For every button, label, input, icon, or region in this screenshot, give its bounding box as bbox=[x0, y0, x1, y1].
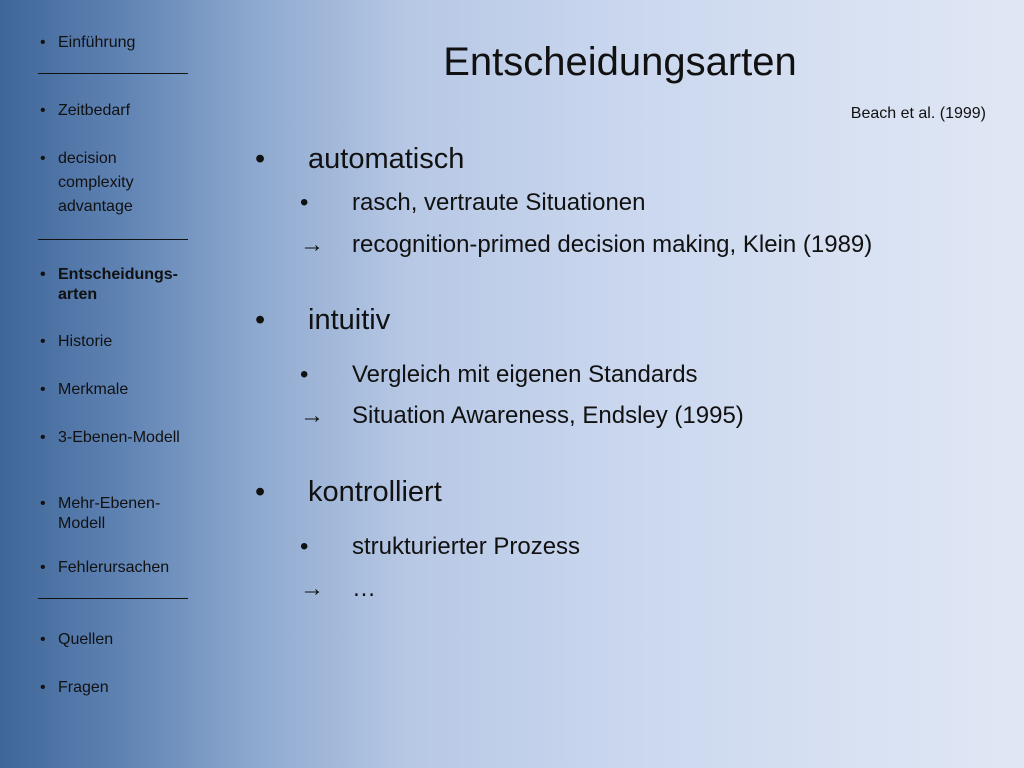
arrow-right-icon: → bbox=[300, 231, 324, 258]
arrow-right-icon: → bbox=[300, 402, 324, 429]
bullet-icon: • bbox=[300, 361, 309, 388]
section-point-text: strukturierter Prozess bbox=[352, 533, 581, 560]
nav-item-historie[interactable]: • Historie bbox=[40, 330, 190, 354]
bullet-icon: • bbox=[255, 476, 266, 508]
nav-divider bbox=[38, 239, 188, 240]
nav-item-einfuehrung[interactable]: • Einführung bbox=[40, 31, 190, 55]
section-point-text: recognition-primed decision making, Klein (1989) bbox=[352, 231, 873, 258]
section-point-text: rasch, vertraute Situationen bbox=[352, 189, 646, 216]
nav-item-decision-complexity-advantage[interactable]: • decision complexity advantage bbox=[40, 147, 190, 219]
bullet-icon: • bbox=[255, 143, 266, 175]
nav-item-mehr-ebenen-modell[interactable]: • Mehr-Ebenen-Modell bbox=[40, 494, 190, 534]
section-heading-text: kontrolliert bbox=[308, 476, 442, 508]
section-heading-text: intuitiv bbox=[308, 304, 391, 336]
arrow-right-icon: → bbox=[300, 575, 324, 602]
nav-divider bbox=[38, 598, 188, 599]
nav-item-3-ebenen-modell[interactable]: • 3-Ebenen-Modell bbox=[40, 428, 190, 448]
sidebar-nav bbox=[0, 0, 230, 768]
nav-item-quellen[interactable]: • Quellen bbox=[40, 628, 190, 652]
nav-item-merkmale[interactable]: • Merkmale bbox=[40, 378, 190, 402]
nav-item-fehlerursachen[interactable]: • Fehlerursachen bbox=[40, 556, 190, 580]
nav-item-fragen[interactable]: • Fragen bbox=[40, 676, 190, 700]
bullet-icon: • bbox=[300, 189, 309, 216]
section-point-text: Situation Awareness, Endsley (1995) bbox=[352, 402, 744, 429]
nav-divider bbox=[38, 73, 188, 74]
nav-item-zeitbedarf[interactable]: • Zeitbedarf bbox=[40, 99, 190, 123]
bullet-icon: • bbox=[255, 304, 266, 336]
section-heading-text: automatisch bbox=[308, 143, 465, 175]
bullet-icon: • bbox=[300, 533, 309, 560]
section-point-text: … bbox=[352, 575, 376, 602]
nav-item-entscheidungsarten[interactable]: • Entscheidungs-arten bbox=[40, 265, 190, 305]
slide-title: Entscheidungsarten bbox=[443, 40, 797, 84]
section-point-text: Vergleich mit eigenen Standards bbox=[352, 361, 698, 388]
slide-citation: Beach et al. (1999) bbox=[850, 105, 986, 122]
